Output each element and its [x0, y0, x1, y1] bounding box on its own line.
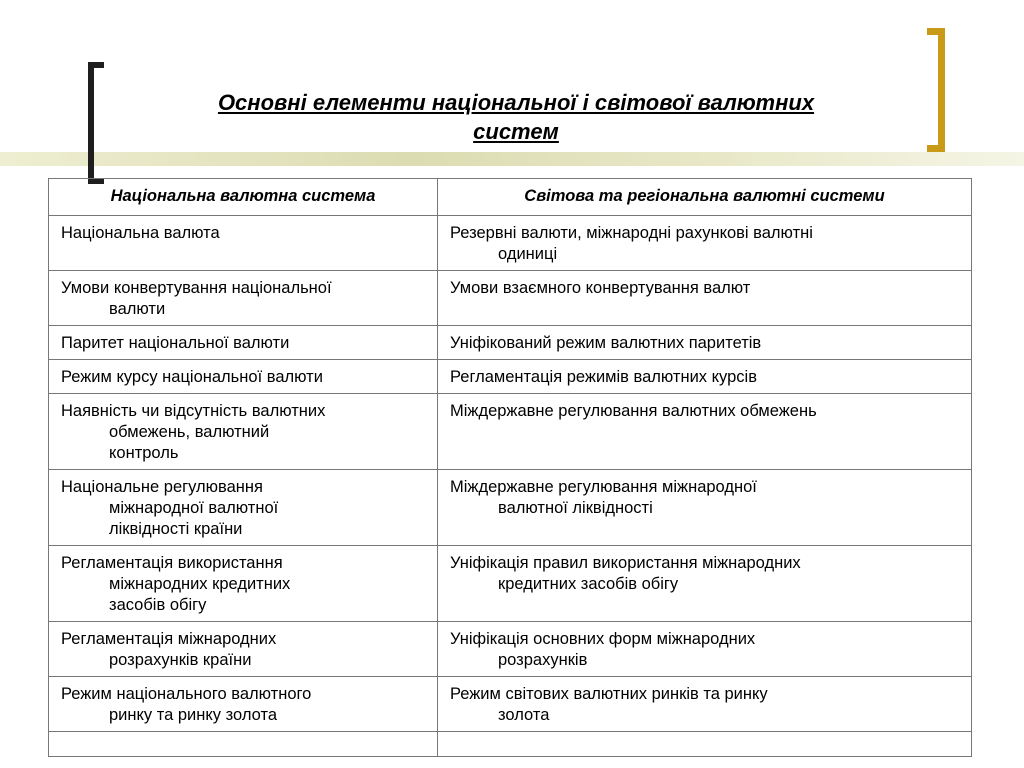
- table-row: [49, 394, 972, 470]
- cell-text-line: одиниці: [498, 245, 558, 263]
- cell-text-line: розрахунків: [498, 651, 588, 669]
- cell-text-line: Умови взаємного конвертування валют: [450, 279, 751, 297]
- world-cell: [438, 622, 972, 677]
- cell-text-line: Режим світових валютних ринків та ринку: [450, 685, 768, 703]
- world-cell: [438, 360, 972, 394]
- header-world-system: Світова та регіональна валютні системи: [438, 179, 972, 216]
- world-cell: [438, 394, 972, 470]
- table-row: [49, 360, 972, 394]
- table-row: [49, 622, 972, 677]
- cell-text-line: засобів обігу: [109, 596, 207, 614]
- national-cell: [49, 216, 438, 271]
- table-header-row: [49, 179, 972, 216]
- national-cell: [49, 677, 438, 732]
- cell-text-line: Режим національного валютного: [61, 685, 312, 703]
- cell-text-line: Уніфікація основних форм міжнародних: [450, 630, 756, 648]
- table-row: [49, 732, 972, 757]
- cell-text-line: валюти: [109, 300, 166, 318]
- cell-text-line: Національна валюта: [61, 224, 220, 242]
- table-row: [49, 546, 972, 622]
- cell-text-line: Міждержавне регулювання міжнародної: [450, 478, 757, 496]
- cell-text-line: Регламентація режимів валютних курсів: [450, 368, 757, 386]
- cell-text-line: розрахунків країни: [109, 651, 252, 669]
- world-cell: [438, 470, 972, 546]
- world-cell: [438, 326, 972, 360]
- cell-text-line: ринку та ринку золота: [109, 706, 277, 724]
- national-cell: [49, 394, 438, 470]
- cell-text-line: Регламентація використання: [61, 554, 283, 572]
- table-row: [49, 677, 972, 732]
- national-cell: [49, 470, 438, 546]
- national-cell: [49, 732, 438, 757]
- world-cell: [438, 216, 972, 271]
- world-cell: [438, 271, 972, 326]
- national-cell: [49, 326, 438, 360]
- cell-text-line: Наявність чи відсутність валютних: [61, 402, 326, 420]
- cell-text-line: Національне регулювання: [61, 478, 263, 496]
- cell-text-line: міжнародних кредитних: [109, 575, 291, 593]
- cell-text-line: міжнародної валютної: [109, 499, 279, 517]
- decorative-line: [0, 152, 1024, 166]
- world-cell: [438, 546, 972, 622]
- world-cell: [438, 732, 972, 757]
- header-national-system: Національна валютна система: [49, 179, 438, 216]
- national-cell: [49, 360, 438, 394]
- cell-text-line: золота: [498, 706, 550, 724]
- table-row: [49, 271, 972, 326]
- cell-text-line: Регламентація міжнародних: [61, 630, 277, 648]
- national-cell: [49, 546, 438, 622]
- right-bracket-decoration: [927, 28, 945, 152]
- cell-text-line: Паритет національної валюти: [61, 334, 290, 352]
- world-cell: [438, 677, 972, 732]
- cell-text-line: обмежень, валютний: [109, 423, 270, 441]
- slide-title: [110, 88, 922, 146]
- national-cell: [49, 271, 438, 326]
- national-cell: [49, 622, 438, 677]
- cell-text-line: кредитних засобів обігу: [498, 575, 679, 593]
- title-line-2: систем: [473, 119, 559, 144]
- cell-text-line: Уніфікація правил використання міжнародних: [450, 554, 801, 572]
- title-line-1: Основні елементи національної і світової валютних: [217, 90, 815, 115]
- cell-text-line: Міждержавне регулювання валютних обмежень: [450, 402, 817, 420]
- cell-text-line: валютної ліквідності: [498, 499, 653, 517]
- cell-text-line: контроль: [109, 444, 179, 462]
- table-row: [49, 326, 972, 360]
- comparison-table: [48, 178, 972, 757]
- left-bracket-decoration: [88, 62, 104, 184]
- cell-text-line: Умови конвертування національної: [61, 279, 332, 297]
- cell-text-line: Режим курсу національної валюти: [61, 368, 323, 386]
- cell-text-line: Уніфікований режим валютних паритетів: [450, 334, 762, 352]
- cell-text-line: Резервні валюти, міжнародні рахункові валютні: [450, 224, 813, 242]
- table-row: [49, 216, 972, 271]
- table-row: [49, 470, 972, 546]
- cell-text-line: ліквідності країни: [109, 520, 243, 538]
